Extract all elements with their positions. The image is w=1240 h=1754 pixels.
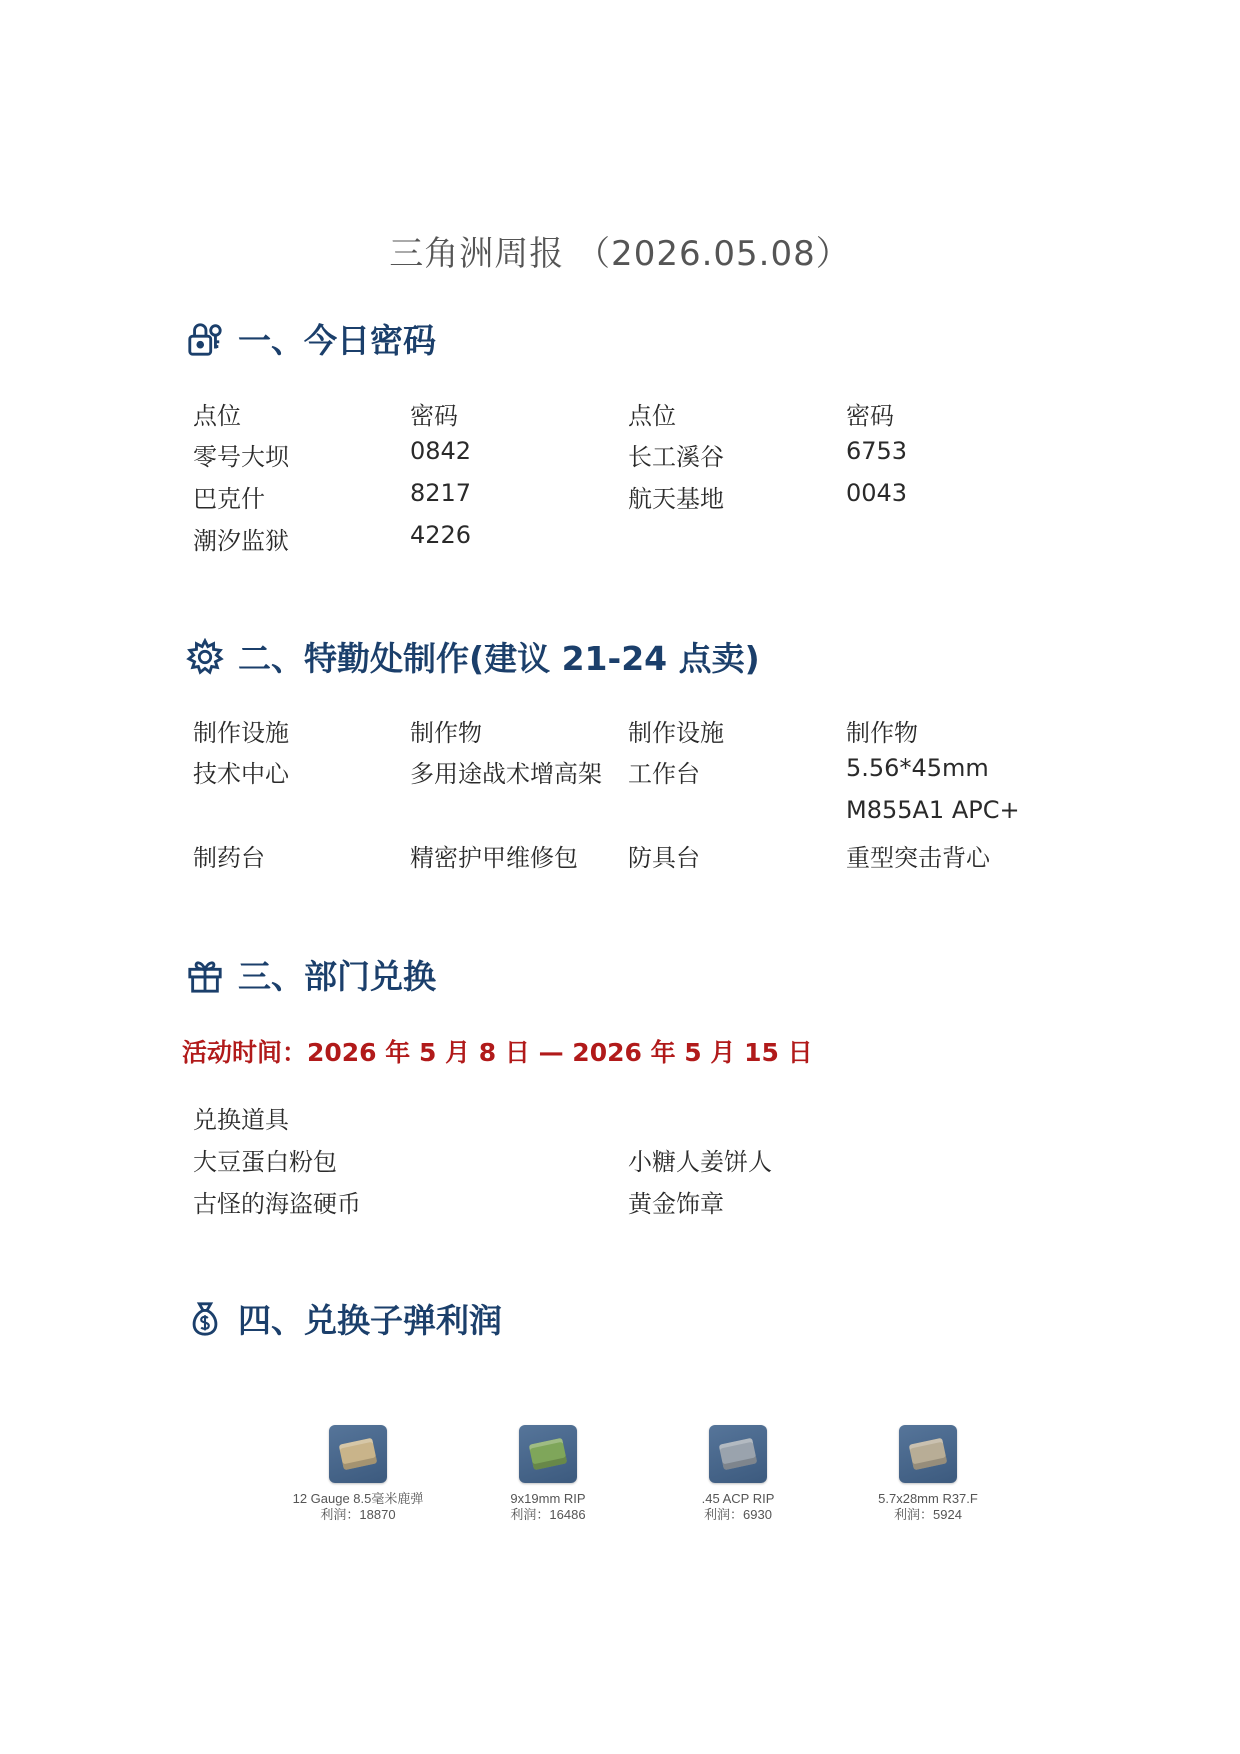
ammo-name: 9x19mm RIP bbox=[510, 1491, 586, 1506]
col-header: 制作物 bbox=[410, 719, 482, 747]
craft-item: 5.56*45mm bbox=[846, 754, 989, 782]
col-header: 点位 bbox=[628, 402, 676, 430]
facility-name: 技术中心 bbox=[193, 760, 289, 788]
exchange-item: 黄金饰章 bbox=[628, 1190, 724, 1218]
ammo-thumbnail bbox=[329, 1425, 387, 1483]
activity-time: 活动时间：2026 年 5 月 8 日 — 2026 年 5 月 15 日 bbox=[182, 1038, 813, 1067]
ammo-thumbnail bbox=[899, 1425, 957, 1483]
section-exchange-heading bbox=[186, 951, 436, 998]
ammo-name: .45 ACP RIP bbox=[701, 1491, 775, 1506]
page-title: 三角洲周报 （2026.05.08） bbox=[389, 234, 851, 274]
gift-icon bbox=[186, 956, 224, 994]
password-value: 0043 bbox=[846, 479, 908, 507]
password-value: 6753 bbox=[846, 437, 908, 465]
ammo-box-image bbox=[909, 1438, 948, 1471]
col-header: 点位 bbox=[193, 402, 241, 430]
col-header: 制作设施 bbox=[628, 719, 724, 747]
lock-icon bbox=[186, 320, 224, 358]
ammo-box-image bbox=[719, 1438, 758, 1471]
facility-name: 防具台 bbox=[628, 844, 700, 872]
facility-name: 制药台 bbox=[193, 844, 265, 872]
section-title: 一、今日密码 bbox=[238, 321, 436, 360]
location-name: 潮汐监狱 bbox=[193, 527, 289, 555]
password-value: 0842 bbox=[410, 437, 472, 465]
craft-item: 精密护甲维修包 bbox=[410, 844, 578, 872]
location-name: 零号大坝 bbox=[193, 443, 289, 471]
section-title: 二、特勤处制作(建议 21-24 点卖) bbox=[238, 639, 760, 678]
col-header: 兑换道具 bbox=[193, 1106, 289, 1134]
ammo-thumbnail bbox=[519, 1425, 577, 1483]
password-value: 8217 bbox=[410, 479, 472, 507]
ammo-card bbox=[843, 1425, 1013, 1523]
col-header: 制作物 bbox=[846, 719, 918, 747]
craft-item: 重型突击背心 bbox=[846, 844, 990, 872]
ammo-card bbox=[653, 1425, 823, 1523]
money-bag-icon bbox=[186, 1300, 224, 1338]
ammo-profit: 利润：6930 bbox=[704, 1507, 772, 1522]
exchange-item: 古怪的海盗硬币 bbox=[193, 1190, 361, 1218]
col-header: 制作设施 bbox=[193, 719, 289, 747]
section-title: 三、部门兑换 bbox=[238, 957, 436, 996]
col-header: 密码 bbox=[410, 402, 458, 430]
section-profit-heading bbox=[186, 1295, 502, 1342]
gear-icon bbox=[186, 638, 224, 676]
ammo-thumbnail bbox=[709, 1425, 767, 1483]
section-passwords-heading bbox=[186, 315, 436, 362]
location-name: 巴克什 bbox=[193, 485, 265, 513]
exchange-item: 小糖人姜饼人 bbox=[628, 1148, 772, 1176]
craft-item: 多用途战术增高架 bbox=[410, 760, 602, 788]
ammo-card bbox=[463, 1425, 633, 1523]
ammo-card bbox=[273, 1425, 443, 1523]
ammo-profit: 利润：18870 bbox=[320, 1507, 396, 1522]
craft-item: M855A1 APC+ bbox=[846, 796, 1020, 824]
ammo-box-image bbox=[529, 1438, 568, 1471]
location-name: 航天基地 bbox=[628, 485, 724, 513]
ammo-profit: 利润：16486 bbox=[510, 1507, 586, 1522]
ammo-name: 12 Gauge 8.5毫米鹿弹 bbox=[292, 1491, 424, 1506]
col-header: 密码 bbox=[846, 402, 894, 430]
section-title: 四、兑换子弹利润 bbox=[238, 1301, 502, 1340]
ammo-box-image bbox=[339, 1438, 378, 1471]
exchange-item: 大豆蛋白粉包 bbox=[193, 1148, 337, 1176]
facility-name: 工作台 bbox=[628, 760, 700, 788]
section-crafting-heading bbox=[186, 633, 760, 680]
location-name: 长工溪谷 bbox=[628, 443, 724, 471]
ammo-profit: 利润：5924 bbox=[894, 1507, 962, 1522]
password-value: 4226 bbox=[410, 521, 472, 549]
ammo-name: 5.7x28mm R37.F bbox=[878, 1491, 978, 1506]
